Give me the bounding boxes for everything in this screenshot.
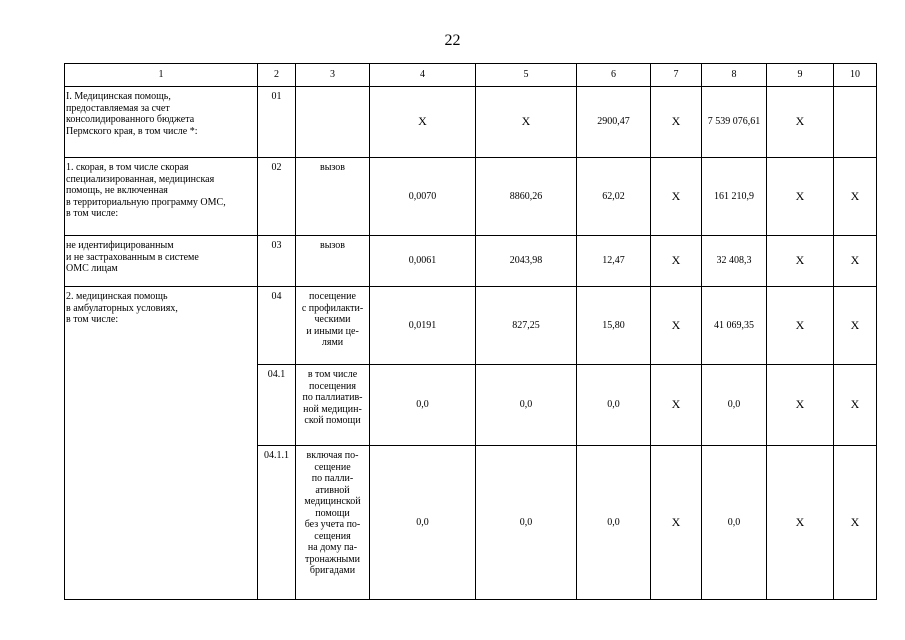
value-cell-c4: 0,0 — [370, 365, 476, 446]
value-cell-c10: X — [834, 365, 877, 446]
value-cell-c7: X — [651, 158, 702, 236]
header-cell: 10 — [834, 64, 877, 87]
row-unit-line: с профилакти- — [301, 302, 364, 314]
row-name-line: в территориальную программу ОМС, — [66, 196, 226, 208]
row-unit-line: сещения — [314, 530, 351, 542]
value-cell-c5: 8860,26 — [476, 158, 577, 236]
row-unit-line: по палли- — [311, 473, 354, 484]
row-code-cell: 04.1 — [258, 365, 296, 446]
header-cell: 5 — [476, 64, 577, 87]
row-code-cell: 01 — [258, 87, 296, 158]
table-row — [65, 158, 877, 236]
row-unit-line: на дому па- — [307, 542, 358, 553]
row-unit-cell — [296, 158, 370, 236]
value-cell-c10: X — [834, 446, 877, 600]
header-cell: 4 — [370, 64, 476, 87]
row-unit-line: ной медицин- — [303, 403, 362, 415]
header-cell: 3 — [296, 64, 370, 87]
row-unit-line: тронажными — [305, 553, 360, 565]
row-unit-cell — [296, 87, 370, 158]
row-unit-line: по паллиатив- — [302, 392, 363, 403]
row-unit-line: ской помощи — [304, 415, 361, 426]
row-name-line: в том числе: — [66, 208, 119, 219]
row-name-line: в амбулаторных условиях, — [66, 302, 178, 314]
value-cell-c7: X — [651, 87, 702, 158]
value-cell-c8: 7 539 076,61 — [702, 87, 767, 158]
value-cell-c8: 161 210,9 — [702, 158, 767, 236]
row-name-cell — [65, 87, 258, 158]
table-row — [65, 287, 877, 365]
row-code-cell: 02 — [258, 158, 296, 236]
row-unit-line: ческими — [314, 314, 351, 325]
value-cell-c5: 0,0 — [476, 365, 577, 446]
row-code-cell: 04.1.1 — [258, 446, 296, 600]
value-cell-c4: X — [370, 87, 476, 158]
row-unit-cell — [296, 287, 370, 365]
value-cell-c9: X — [767, 87, 834, 158]
row-name-line: ОМС лицам — [66, 263, 118, 274]
row-name-line: Пермского края, в том числе *: — [66, 125, 198, 137]
row-name-cell — [65, 158, 258, 236]
row-name-line: в том числе: — [66, 314, 119, 325]
value-cell-c10: X — [834, 158, 877, 236]
row-name-cell — [65, 287, 258, 600]
row-unit-line: ативной — [315, 484, 350, 496]
value-cell-c6: 0,0 — [577, 446, 651, 600]
value-cell-c6: 12,47 — [577, 236, 651, 287]
row-unit-cell — [296, 446, 370, 600]
row-name-line: и не застрахованным в системе — [66, 251, 199, 263]
value-cell-c5: 827,25 — [476, 287, 577, 365]
header-cell: 1 — [65, 64, 258, 87]
row-unit-line: и иными це- — [306, 325, 359, 337]
value-cell-c7: X — [651, 236, 702, 287]
row-unit-line: посещения — [308, 380, 357, 392]
row-unit-line: вызов — [319, 240, 346, 251]
value-cell-c10: X — [834, 236, 877, 287]
row-unit-cell — [296, 236, 370, 287]
row-name-line: 2. медицинская помощь — [66, 291, 168, 302]
value-cell-c8: 41 069,35 — [702, 287, 767, 365]
value-cell-c6: 15,80 — [577, 287, 651, 365]
value-cell-c4: 0,0191 — [370, 287, 476, 365]
value-cell-c4: 0,0 — [370, 446, 476, 600]
value-cell-c8: 0,0 — [702, 446, 767, 600]
row-name-cell — [65, 236, 258, 287]
value-cell-c8: 0,0 — [702, 365, 767, 446]
value-cell-c6: 62,02 — [577, 158, 651, 236]
value-cell-c6: 2900,47 — [577, 87, 651, 158]
value-cell-c7: X — [651, 365, 702, 446]
row-code-cell: 04 — [258, 287, 296, 365]
value-cell-c4: 0,0070 — [370, 158, 476, 236]
header-row — [65, 64, 877, 87]
row-unit-line: посещение — [309, 291, 356, 302]
value-cell-c9: X — [767, 365, 834, 446]
value-cell-c7: X — [651, 287, 702, 365]
value-cell-c10: X — [834, 287, 877, 365]
value-cell-c5: 0,0 — [476, 446, 577, 600]
header-cell: 7 — [651, 64, 702, 87]
value-cell-c9: X — [767, 287, 834, 365]
value-cell-c5: 2043,98 — [476, 236, 577, 287]
value-cell-c8: 32 408,3 — [702, 236, 767, 287]
row-unit-line: сещение — [314, 461, 351, 473]
value-cell-c5: X — [476, 87, 577, 158]
row-unit-line: в том числе — [307, 369, 358, 380]
header-cell: 2 — [258, 64, 296, 87]
value-cell-c4: 0,0061 — [370, 236, 476, 287]
row-unit-line: без учета по- — [304, 519, 361, 530]
value-cell-c9: X — [767, 446, 834, 600]
value-cell-c7: X — [651, 446, 702, 600]
table-row — [65, 87, 877, 158]
row-name-line: помощь, не включенная — [66, 185, 168, 196]
value-cell-c6: 0,0 — [577, 365, 651, 446]
row-name-line: консолидированного бюджета — [66, 114, 195, 125]
row-unit-cell — [296, 365, 370, 446]
value-cell-c10 — [834, 87, 877, 158]
row-code-cell: 03 — [258, 236, 296, 287]
row-unit-line: вызов — [319, 162, 346, 173]
value-cell-c9: X — [767, 236, 834, 287]
row-unit-line: помощи — [315, 507, 350, 519]
row-unit-line: лями — [321, 337, 344, 348]
data-table — [64, 63, 877, 600]
header-cell: 8 — [702, 64, 767, 87]
header-cell: 9 — [767, 64, 834, 87]
row-unit-line: включая по- — [306, 450, 359, 461]
row-name-line: не идентифицированным — [66, 240, 174, 251]
page-number: 22 — [444, 32, 461, 49]
row-name-line: специализированная, медицинская — [66, 173, 215, 185]
table-row — [65, 236, 877, 287]
row-name-line: I. Медицинская помощь, — [66, 91, 171, 102]
header-cell: 6 — [577, 64, 651, 87]
row-name-line: предоставляемая за счет — [66, 102, 170, 114]
row-unit-line: медицинской — [304, 496, 361, 507]
row-unit-line: бригадами — [309, 565, 356, 576]
value-cell-c9: X — [767, 158, 834, 236]
row-name-line: 1. скорая, в том числе скорая — [66, 162, 189, 173]
